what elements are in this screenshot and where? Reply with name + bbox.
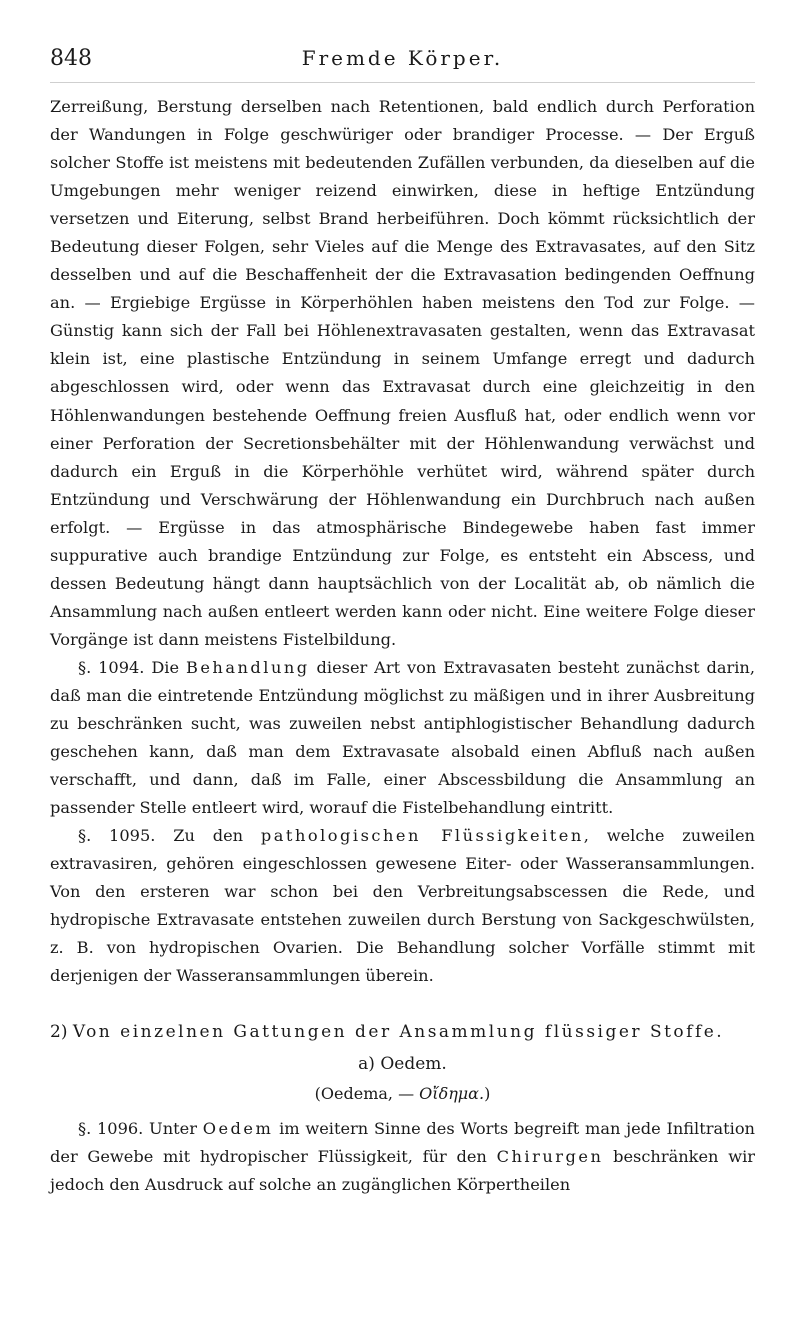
subsection-a-heading: a) Oedem. xyxy=(358,1053,447,1074)
gloss-greek: Οἴδημα. xyxy=(419,1083,485,1103)
section-2-number: 2) xyxy=(50,1021,73,1042)
gloss-open: (Oedema, — xyxy=(314,1083,420,1103)
section-1094-text: dieser Art von Extravasaten besteht zunächst darin, daß man die eintretende Entzündung möglichst zu mäßigen und in ihrer Ausbreitung zu beschränken sucht, was zuweilen nebst antiphlogistischer Behandlung dadurch geschehen kann, daß man dem Extravasate alsobald einen Abfluß nach außen verschafft, und dann, daß im Falle, einer Abscessbildung die Ansammlung an passender Stelle entleert wird, worauf die Fistelbehandlung eintritt. xyxy=(50,657,755,818)
section-1096-text-end: beschränken wir jedoch den Ausdruck auf solche an zugänglichen Körpertheilen xyxy=(50,1146,756,1194)
section-1096-lead: §. 1096. Unter xyxy=(78,1118,203,1138)
section-1095-emphasis: pathologischen Flüssigkeiten xyxy=(260,826,584,846)
section-1094-lead: §. 1094. Die xyxy=(78,657,186,677)
body-text xyxy=(50,93,755,1199)
paragraph-1096 xyxy=(50,1115,755,1199)
section-2-title: Von einzelnen Gattungen der Ansammlung flüssiger Stoffe. xyxy=(72,1021,725,1042)
page-number: 848 xyxy=(50,46,92,71)
gloss-close: ) xyxy=(484,1083,491,1103)
section-2-heading xyxy=(50,1017,755,1047)
paragraph-extravasation-effects: Zerreißung, Berstung derselben nach Retentionen, bald endlich durch Perforation der Wandungen in Folge geschwüriger oder brandiger Processe. — Der Erguß solcher Stoffe ist meistens mit bedeutenden Zufällen verbunden, da dieselben auf die Umgebungen mehr weniger reizend einwirken, diese in heftige Entzündung versetzen und Eiterung, selbst Brand herbeiführen. Doch kömmt rücksichtlich der Bedeutung dieser Folgen, sehr Vieles auf die Menge des Extravasates, auf den Sitz desselben und auf die Beschaffenheit der die Extravasation bedingenden Oeffnung an. — Ergiebige Ergüsse in Körperhöhlen haben meistens den Tod zur Folge. — Günstig kann sich der Fall bei Höhlenextravasaten gestalten, wenn das Extravasat klein ist, eine plastische Entzündung in seinem Umfange erregt und dadurch abgeschlossen wird, oder wenn das Extravasat durch eine gleichzeitig in den Höhlenwandungen bestehende Oeffnung freien Ausfluß hat, oder endlich wenn vor einer Perforation der Secretionsbehälter mit der Höhlenwandung verwächst und dadurch ein Erguß in die Körperhöhle verhütet wird, während später durch Entzündung und Verschwärung der Höhlenwandung ein Durchbruch nach außen erfolgt. — Ergüsse in das atmosphärische Bindegewebe haben fast immer suppurative auch brandige Entzündung zur Folge, es entsteht ein Abscess, und dessen Bedeutung hängt dann hauptsächlich von der Localität ab, ob nämlich die Ansammlung nach außen entleert werden kann oder nicht. Eine weitere Folge dieser Vorgänge ist dann meistens Fistelbildung. xyxy=(50,97,755,649)
running-title: Fremde Körper. xyxy=(301,46,504,70)
section-1094-emphasis: Behandlung xyxy=(185,657,310,677)
paragraph-1095 xyxy=(50,822,755,990)
book-page xyxy=(50,46,755,1199)
section-1095-text: , welche zuweilen extravasiren, gehören eingeschlossen gewesene Eiter- oder Wasseransammlungen. Von den ersteren war schon bei den Verbreitungsabscessen die Rede, und hydropische Extravasate entstehen zuweilen durch Berstung von Sackgeschwülsten, z. B. von hydropischen Ovarien. Die Behandlung solcher Vorfälle stimmt mit derjenigen der Wasseransammlungen überein. xyxy=(50,826,755,986)
section-1096-emphasis-oedem: Oedem xyxy=(202,1118,274,1138)
page-header xyxy=(50,46,755,83)
section-1095-lead: §. 1095. Zu den xyxy=(78,826,261,846)
section-1096-emphasis-chirurgen: Chirurgen xyxy=(496,1146,604,1166)
subsection-a-gloss xyxy=(50,1079,755,1109)
section-1096-text: im weitern Sinne des Worts begreift man jede Infiltration der Gewebe mit hydropischer Flüssigkeit, für den xyxy=(50,1118,755,1166)
paragraph-1094 xyxy=(50,654,755,822)
